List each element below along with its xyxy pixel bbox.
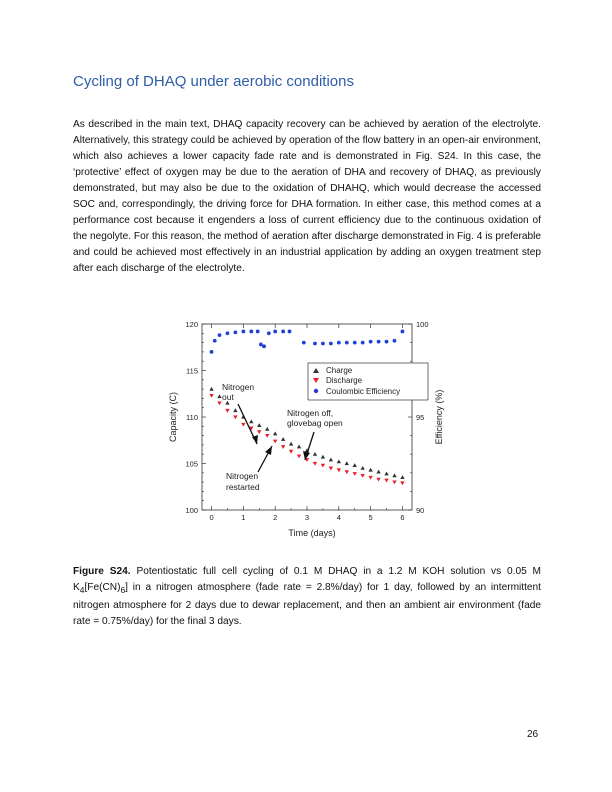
x-tick-label: 2 [273,513,278,522]
charge-point [353,463,357,467]
y-tick-label: 115 [186,366,198,376]
discharge-point [360,474,364,478]
discharge-point [337,468,341,472]
legend-marker-ce [314,389,318,393]
legend-label-charge: Charge [326,366,353,375]
coulombic-efficiency-point [213,339,217,343]
charge-point [297,445,301,449]
charge-point [265,427,269,431]
charge-point [249,419,253,423]
x-tick-label: 4 [336,513,341,522]
annotation-nitrogen-out-line2: out [222,392,234,402]
coulombic-efficiency-point [273,330,277,334]
charge-point [400,475,404,479]
coulombic-efficiency-point [281,330,285,334]
caption-label: Figure S24. [73,566,131,577]
charge-point [209,387,213,391]
y2-tick-label: 95 [416,413,425,422]
coulombic-efficiency-point [385,340,389,344]
y2-tick-label: 100 [416,320,429,329]
discharge-point [384,479,388,483]
discharge-point [368,476,372,480]
charge-point [337,459,341,463]
coulombic-efficiency-point [267,331,271,335]
discharge-point [329,467,333,471]
discharge-point [257,430,261,434]
charge-point [392,473,396,477]
coulombic-efficiency-point [345,341,349,345]
coulombic-efficiency-point [288,330,292,334]
charge-point [329,458,333,462]
charge-point [384,472,388,476]
coulombic-efficiency-point [337,341,341,345]
figure-s24 [166,316,448,544]
annotation-nitrogen-restarted-line1: Nitrogen [226,471,259,481]
charge-point [313,452,317,456]
caption-text-1: Potentiostatic full cell cycling of 0.1 M DHAQ in a 1.2 M KOH solution vs 0.05 M K [73,566,541,593]
caption-text-3: ] in a nitrogen atmosphere (fade rate = 2.8%/day) for 1 day, followed by an intermittent nitrogen atmosphere for 2 days due to dewar replacement, and then an ambient air environment (fade rate = 0.75%/day) for the final 3 days. [73,582,541,628]
coulombic-efficiency-point [302,341,306,345]
section-heading: Cycling of DHAQ under aerobic conditions [73,73,354,90]
coulombic-efficiency-point [361,341,365,345]
body-paragraph: As described in the main text, DHAQ capacity recovery can be achieved by aeration of the electrolyte. Alternatively, this strategy could be achieved by operation of the flow battery in an open-air environment, which also achieves a lower capacity fade rate and is demonstrated in Fig. S24. In this case, the ‘protective’ effect of oxygen may be due to the aeration of DHA and recovery of DHAQ, as previously demonstrated, but may also be due to the oxidation of DHAHQ, which would decrease the accessed SOC and, correspondingly, the driving force for DHA formation. In either case, this method comes at a performance cost because it engenders a loss of current efficiency due to the continuous oxidation of the negolyte. For this reason, the method of aeration after discharge demonstrated in Fig. 4 is preferable and could be achieved most effectively in an industrial application by adding an oxygen treatment step after each discharge of the electrolyte. [73,119,541,274]
discharge-point [265,434,269,438]
x-axis-label: Time (days) [288,528,336,538]
y-tick-label: 105 [185,459,198,469]
discharge-point [273,440,277,444]
coulombic-efficiency-point [369,340,373,344]
coulombic-efficiency-point [210,350,214,354]
y-tick-label: 100 [185,506,198,515]
x-tick-label: 5 [368,513,373,522]
discharge-point [353,472,357,476]
coulombic-efficiency-point [218,333,222,337]
y2-axis-label: Efficiency (%) [434,389,444,445]
coulombic-efficiency-point [321,342,325,346]
caption-sub-2: 6 [120,585,126,596]
discharge-point [289,450,293,454]
annotation-nitrogen-off-line1: Nitrogen off, [287,408,334,418]
charge-point [321,455,325,459]
charge-point [257,423,261,427]
coulombic-efficiency-point [249,330,253,334]
discharge-point [281,445,285,449]
annotation-nitrogen-out-line1: Nitrogen [222,382,255,392]
figure-caption [73,564,541,630]
discharge-point [392,481,396,485]
charge-point [376,470,380,474]
discharge-point [297,454,301,458]
x-tick-label: 1 [241,513,246,522]
discharge-point [400,481,404,485]
legend-label-discharge: Discharge [326,376,363,385]
charge-point [360,466,364,470]
coulombic-efficiency-point [393,339,397,343]
coulombic-efficiency-point [377,340,381,344]
discharge-point [376,478,380,482]
coulombic-efficiency-point [262,344,266,348]
caption-text-2: [Fe(CN) [84,582,121,593]
coulombic-efficiency-point [226,331,230,335]
discharge-point [321,464,325,468]
coulombic-efficiency-point [353,341,357,345]
coulombic-efficiency-point [329,342,333,346]
annotation-nitrogen-off-line2: glovebag open [287,418,343,428]
x-tick-label: 3 [304,513,310,522]
coulombic-efficiency-point [259,343,263,347]
discharge-point [225,409,229,413]
charge-point [289,442,293,446]
discharge-point [241,423,245,427]
coulombic-efficiency-point [256,330,260,334]
coulombic-efficiency-point [241,330,245,334]
charge-point [281,437,285,441]
y2-tick-label: 90 [416,506,425,515]
discharge-point [209,394,213,398]
coulombic-efficiency-point [234,330,238,334]
x-tick-label: 6 [400,513,405,522]
x-tick-label: 0 [209,513,214,522]
discharge-point [233,415,237,419]
discharge-point [345,470,349,474]
coulombic-efficiency-point [401,330,405,334]
caption-sub-1: 4 [79,585,85,596]
discharge-point [217,401,221,405]
y-tick-label: 110 [186,413,198,422]
y-tick-label: 120 [185,320,198,329]
capacity-efficiency-chart [166,316,448,544]
charge-point [368,468,372,472]
discharge-point [313,462,317,466]
arrowhead-nitrogen-restarted [265,446,272,455]
coulombic-efficiency-point [313,342,317,346]
annotation-nitrogen-restarted-line2: restarted [226,482,260,492]
legend [308,363,428,400]
charge-point [345,461,349,465]
charge-point [273,432,277,436]
legend-label-ce: Coulombic Efficiency [326,387,401,396]
page-number: 26 [527,729,539,740]
y-axis-label: Capacity (C) [168,391,178,443]
charge-point [233,408,237,412]
